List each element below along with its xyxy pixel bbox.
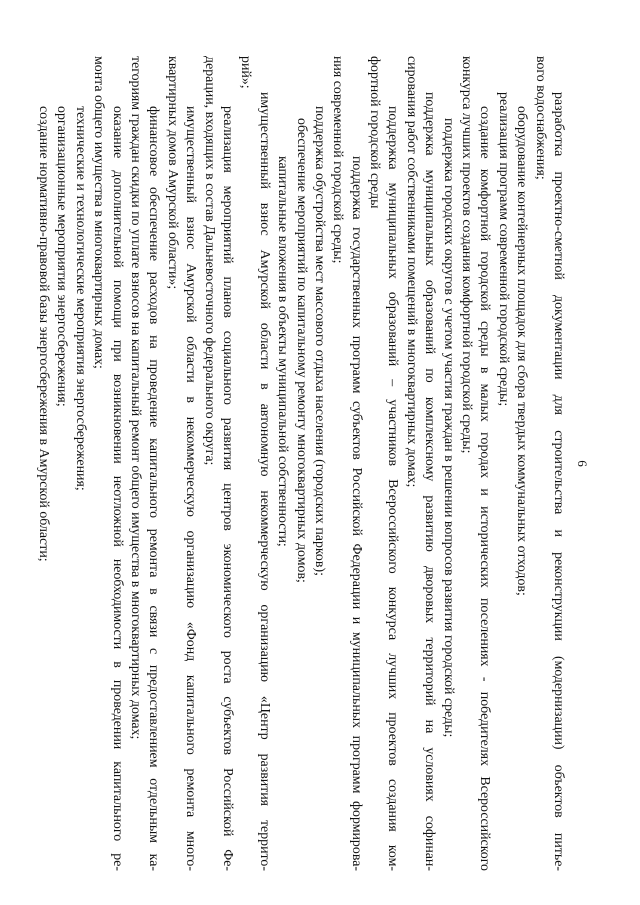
- text-line: сирования работ собственниками помещений в многоквартирных домах;: [403, 56, 419, 488]
- text-line: разработка проектно-сметной документации для строительства и реконструкции (модернизации) объектов питье-: [551, 92, 566, 871]
- text-line: поддержка муниципальных образований по комплексному развитию дворовых территорий на условиях софинан-: [422, 92, 438, 871]
- text-line: создание нормативно-правовой базы энергосбережения в Амурской области;: [36, 106, 52, 562]
- text-line: ния современной городской среды;: [330, 56, 346, 264]
- text-line: конкурса лучших проектов создания комфортной городской среды;: [459, 56, 475, 454]
- text-line: технические и технологические мероприятия энергосбережения;: [72, 106, 88, 491]
- text-line: создание комфортной городской среды в малых городах и исторических поселениях - победителях Всероссийского: [477, 106, 493, 871]
- text-line: фортной городской среды: [367, 56, 383, 209]
- body-text: [34, 56, 567, 871]
- text-line: реализация мероприятий планов социального развития центров экономического роста субъектов Российской Фе-: [219, 106, 235, 871]
- text-line: организационные мероприятия энергосбережения;: [54, 106, 70, 407]
- text-line: рий»;: [238, 56, 254, 89]
- page-number: 6: [575, 460, 590, 467]
- text-line: финансовое обеспечение расходов на проведение капитального ремонта в связи с предоставлением отдельным ка-: [146, 106, 162, 871]
- text-line: оборудование контейнерных площадок для сбора твердых коммунальных отходов;: [514, 106, 530, 596]
- text-line: поддержка обустройства мест массового отдыха населения (городских парков);: [311, 106, 327, 576]
- text-line: имущественный взнос Амурской области в автономную некоммерческую организацию «Центр развития террито-: [256, 92, 272, 871]
- text-line: квартирных домов Амурской области»;: [164, 56, 180, 290]
- text-line: имущественный взнос Амурской области в некоммерческую организацию «Фонд капитального ремонта много-: [183, 106, 199, 871]
- rotated-page-content: [36, 56, 590, 871]
- text-line: оказание дополнительной помощи при возникновении неотложной необходимости в проведении капитального ре-: [109, 106, 125, 871]
- text-line: вого водоснабжения;: [532, 56, 548, 180]
- text-line: обеспечение мероприятий по капитальному ремонту многоквартирных домов;: [293, 118, 309, 583]
- text-line: тегориям граждан скидки по уплате взносов на капитальный ремонт общего имущества в многоквартирных домах;: [128, 56, 144, 740]
- text-line: поддержка государственных программ субъектов Российской Федерации и муниципальных программ формирова-: [348, 156, 364, 871]
- text-line: поддержка городских округов с учетом участия граждан в решении вопросов развития городской среды;: [440, 118, 456, 738]
- text-line: поддержка муниципальных образований – участников Всероссийского конкурса лучших проектов создания ком-: [385, 106, 401, 871]
- text-line: капитальные вложения в объекты муниципальной собственности;: [275, 156, 291, 547]
- text-line: монта общего имущества в многоквартирных домах;: [91, 56, 107, 369]
- text-line: дерации, входящих в состав Дальневосточного федерального округа;: [201, 56, 217, 466]
- text-line: реализация программ современной городской среды;: [495, 92, 511, 407]
